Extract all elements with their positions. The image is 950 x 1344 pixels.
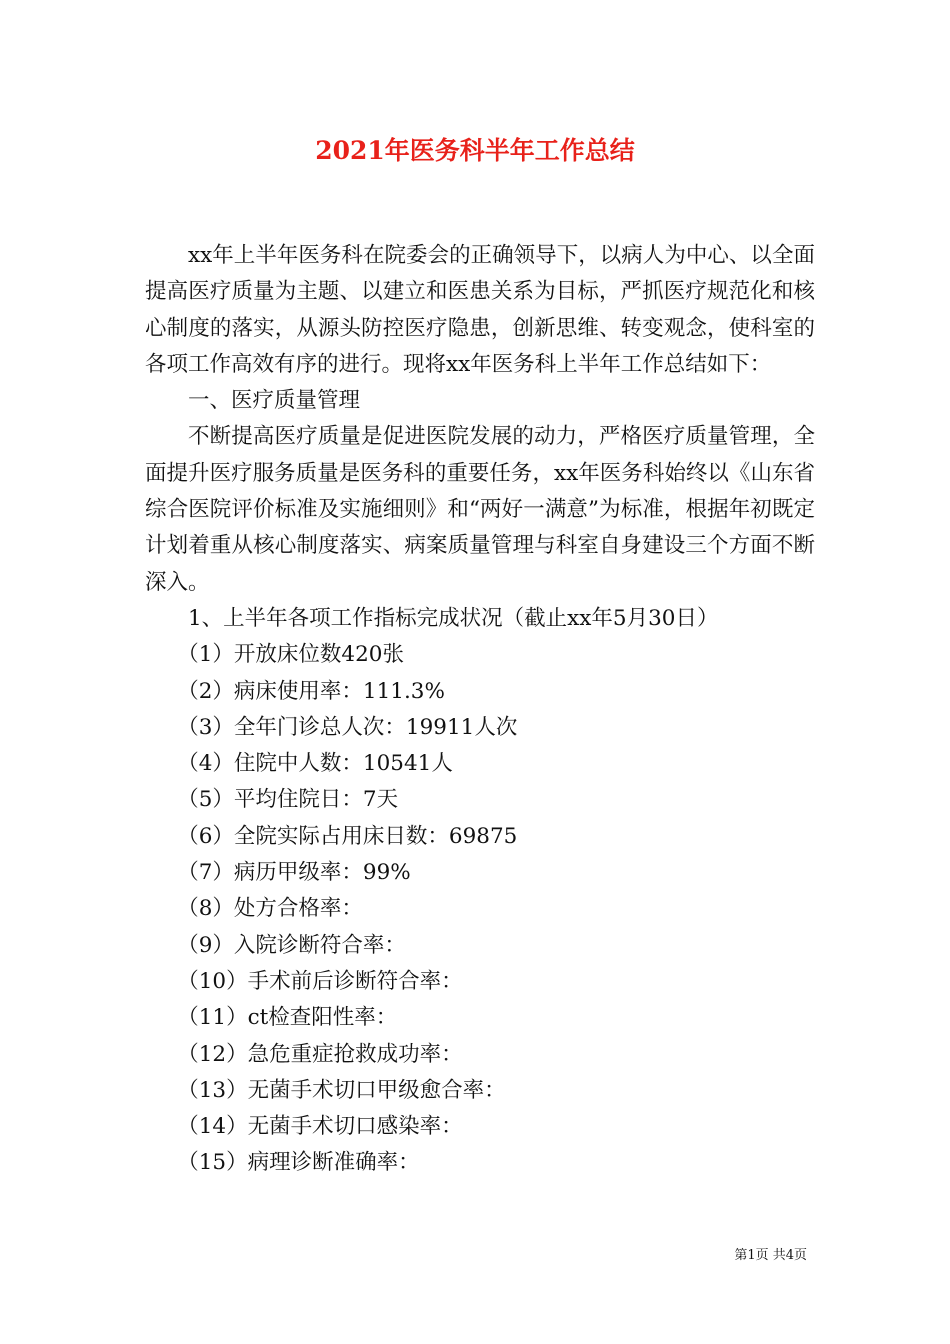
list-item: （8）处方合格率： <box>177 896 363 922</box>
document-title: 2021年医务科半年工作总结 <box>315 136 635 165</box>
list-item: （2）病床使用率：111.3% <box>177 678 445 704</box>
indicator-list <box>145 637 815 1181</box>
list-item: （12）急危重症抢救成功率： <box>177 1041 463 1067</box>
list-item: （11）ct检查阳性率： <box>177 1005 398 1031</box>
list-item: （5）平均住院日：7天 <box>177 787 399 813</box>
list-item: （15）病理诊断准确率： <box>177 1150 420 1176</box>
list-item: （1）开放床位数420张 <box>177 642 404 668</box>
list-item: （7）病历甲级率：99% <box>177 860 411 886</box>
page-number: 第1页 共4页 <box>734 1248 807 1263</box>
list-item: （4）住院中人数：10541人 <box>177 751 453 777</box>
list-item: （14）无菌手术切口感染率： <box>177 1114 463 1140</box>
list-item: （3）全年门诊总人次：19911人次 <box>177 714 518 740</box>
list-item: （13）无菌手术切口甲级愈合率： <box>177 1077 506 1103</box>
list-item: （10）手术前后诊断符合率： <box>177 968 463 994</box>
list-item: （6）全院实际占用床日数：69875 <box>177 823 518 849</box>
document-body <box>145 238 815 1182</box>
section-paragraph: 不断提高医疗质量是促进医院发展的动力，严格医疗质量管理，全面提升医疗服务质量是医务科的重要任务，xx年医务科始终以《山东省综合医院评价标准及实施细则》和“两好一满意”为标准，根据年初既定计划着重从核心制度落实、病案质量管理与科室自身建设三个方面不断深入。 <box>145 424 815 595</box>
intro-paragraph: xx年上半年医务科在院委会的正确领导下，以病人为中心、以全面提高医疗质量为主题、以建立和医患关系为目标，严抓医疗规范化和核心制度的落实，从源头防控医疗隐患，创新思维、转变观念，使科室的各项工作高效有序的进行。现将xx年医务科上半年工作总结如下： <box>145 243 815 377</box>
list-item: （9）入院诊断符合率： <box>177 932 406 958</box>
subsection-heading: 1、上半年各项工作指标完成状况（截止xx年5月30日） <box>188 605 719 631</box>
section-heading: 一、医疗质量管理 <box>188 388 361 414</box>
